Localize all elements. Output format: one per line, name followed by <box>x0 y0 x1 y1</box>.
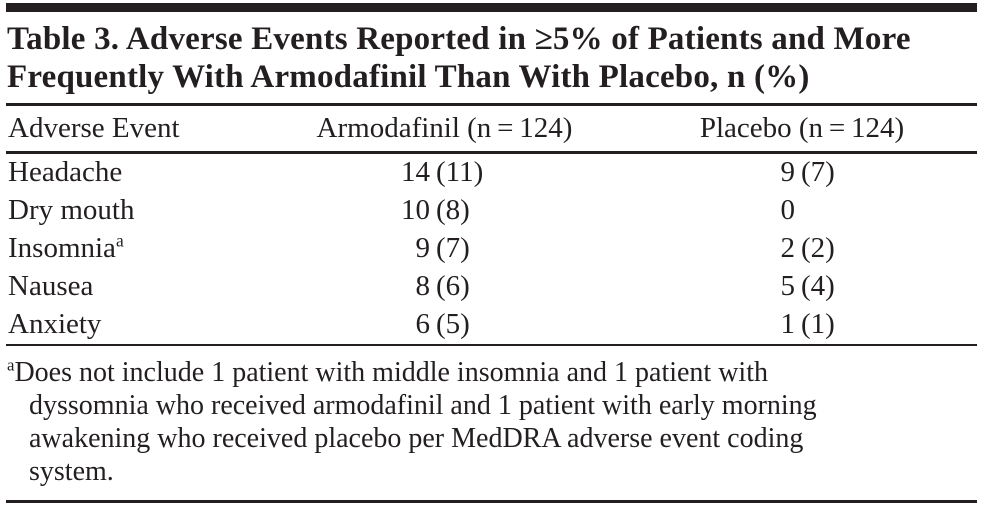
armodafinil-percent: (11) <box>436 156 484 188</box>
footnote-line: system. <box>29 456 114 487</box>
footnote-line <box>6 356 977 389</box>
adverse-event-cell <box>6 308 290 341</box>
table-row <box>6 192 977 230</box>
footnote-line: dyssomnia who received armodafinil and 1 patient with early morning <box>29 390 817 421</box>
header-armodafinil: Armodafinil (n = 124) <box>316 111 573 144</box>
armodafinil-count: 14 <box>401 156 430 188</box>
placebo-count: 0 <box>780 194 795 226</box>
placebo-count: 1 <box>780 308 795 340</box>
armodafinil-count: 10 <box>401 194 430 226</box>
armodafinil-count: 6 <box>415 308 430 340</box>
armodafinil-count: 8 <box>415 270 430 302</box>
armodafinil-percent: (8) <box>436 194 470 226</box>
footnote-marker: a <box>7 355 15 375</box>
armodafinil-count: 9 <box>415 232 430 264</box>
adverse-event-label: Anxiety <box>8 308 102 340</box>
table-row <box>6 230 977 268</box>
body-divider <box>6 344 977 347</box>
adverse-event-label: Headache <box>8 156 123 188</box>
placebo-percent: (7) <box>801 156 835 188</box>
table-footnote <box>6 356 977 488</box>
adverse-event-label: Nausea <box>8 270 94 302</box>
placebo-percent: (4) <box>801 270 835 302</box>
column-header-row <box>6 106 977 151</box>
placebo-count: 5 <box>780 270 795 302</box>
table-row <box>6 306 977 344</box>
table-title-line-1: Table 3. Adverse Events Reported in ≥5% of Patients and More <box>7 21 911 57</box>
placebo-count: 2 <box>780 232 795 264</box>
adverse-event-cell <box>6 156 290 189</box>
footnote-marker: a <box>115 230 124 251</box>
adverse-event-label: Dry mouth <box>8 194 135 226</box>
table-top-border <box>6 3 977 12</box>
table-bottom-border <box>6 500 977 503</box>
placebo-percent: (2) <box>801 232 835 264</box>
placebo-count: 9 <box>780 156 795 188</box>
armodafinil-percent: (7) <box>436 232 470 264</box>
table-row <box>6 268 977 306</box>
adverse-event-cell <box>6 194 290 227</box>
table-title-line-2: Frequently With Armodafinil Than With Placebo, n (%) <box>7 59 810 95</box>
adverse-event-cell <box>6 232 290 265</box>
armodafinil-percent: (5) <box>436 308 470 340</box>
header-adverse-event: Adverse Event <box>8 111 180 144</box>
adverse-event-cell <box>6 270 290 303</box>
header-placebo: Placebo (n = 124) <box>699 111 905 144</box>
table-title <box>7 20 977 96</box>
placebo-percent: (1) <box>801 308 835 340</box>
footnote-text: Does not include 1 patient with middle insomnia and 1 patient with <box>14 357 768 388</box>
table-row <box>6 154 977 192</box>
adverse-event-label: Insomnia <box>8 232 116 264</box>
footnote-line: awakening who received placebo per MedDRA adverse event coding <box>29 423 804 454</box>
armodafinil-percent: (6) <box>436 270 470 302</box>
